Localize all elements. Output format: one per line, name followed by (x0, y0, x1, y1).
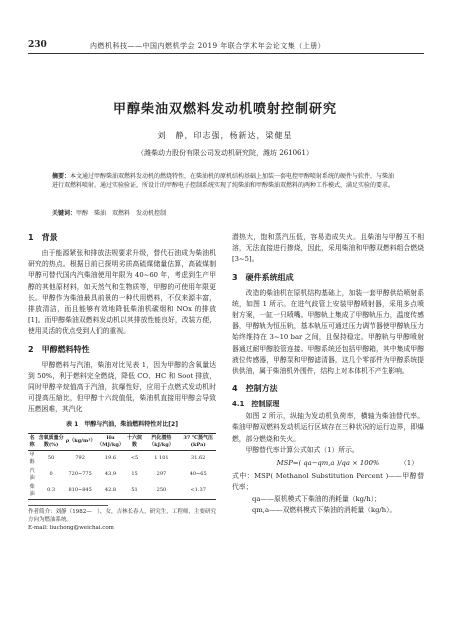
section-3-paragraph: 改造的柴油机在原机结构基础上，加装一套甲醇供给喷射系统，如图 1 所示。在进气歧管上安装甲醇喷射器，采用多点喷射方案，一缸一只喷嘴。甲醇轨上集成了甲醇轨压力，温度传感器，甲醇轨为恒压轨，基本轨压可通过压力调节器使甲醇轨压力始终维持在 3~10 bar 之间，且保持稳定。甲醇轨与甲醇喷射器通过耐甲醇胶管连接。甲醇系统还包括甲醇箱，其中集成甲醇液位传感器，甲醇泵和甲醇滤清器，这几个零部件为甲醇系统提供供油，属于柴油机外围件，结构上对本体机不产生影响。 (232, 288, 424, 376)
section-1-paragraph: 由于能源紧张和排放法规要求升级，替代石油成为柴油机研究的热点。根据日前已探明劣质高硫煤储量估算，高硫煤制甲醇可替代国内汽柴油使用年限为 40~60 年，考虑到生产甲醇的其他原材料，如天然气和生物质等，甲醇的可使用年限更长。甲醇作为柴油最具前景的一种代用燃料，不仅来源丰富，排放清洁，而且能够有效地降低柴油机碳烟和 NOx 的排放[1]。而甲醇柴油双燃料发动机以其排放性能良好，改装方便，使用灵活的优点受到人们的重视。 (28, 249, 216, 336)
subsection-heading-4-1: 4.1 控制原理 (232, 400, 280, 409)
table-cell: 250 (156, 487, 167, 494)
table-header-cell: ρ（kg/m³） (65, 438, 96, 445)
fuel-property-table (28, 433, 216, 500)
section-heading-4: 4 控制方法 (232, 384, 278, 394)
formula (232, 458, 424, 469)
journal-name: 内燃机科技——中国内燃机学会 2019 年联合学术年会论文集（上册） (90, 42, 326, 50)
table-header-cell: 含氧质量分数(%) (38, 434, 64, 448)
affiliation: （潍柴动力股份有限公司发动机研究院，潍坊 261061） (137, 149, 313, 157)
subsection-4-1-paragraph: 如图 2 所示，纵轴为发动机负荷率，横轴为柴油替代率。柴油甲醇双燃料发动机运行区域存在三种状况的运行边界，即爆燃，部分燃烧和失火。 (232, 412, 424, 443)
table-cell: 1 101 (154, 455, 169, 462)
table-cell: 汽油 (29, 467, 35, 481)
table-cell: 甲醇 (29, 451, 35, 465)
keywords (52, 208, 397, 217)
paper-title: 甲醇柴油双燃料发动机喷射控制研究 (112, 102, 337, 117)
page-number: 230 (28, 40, 47, 50)
table-row (28, 483, 216, 500)
table-row (28, 450, 216, 467)
table-cell: 43.9 (104, 471, 117, 478)
author-footnote: 作者简介：刘静（1982— ），女，吉林长春人，研究生，工程师，主要研究方向为燃油系统。 (28, 508, 216, 523)
table-cell: 柴油 (29, 483, 35, 497)
section-2-paragraph: 甲醇燃料与汽油，柴油对比见表 1，因为甲醇的含氧量达到 50%，利于燃料完全燃烧，降低 CO、HC 和 Soot 排放，同时甲醇辛烷值高于汽油，抗爆性好，应用于点燃式发动机时可提高压缩比，但甲醇十六烷值低，柴油机直接用甲醇会导致压燃困难，其汽化 (28, 360, 216, 414)
formula-definition: 式中：MSP( Methanol Substitution Percent )——甲醇替代率； (232, 472, 424, 492)
table-cell: 19.6 (104, 455, 117, 462)
table-cell: 792 (75, 455, 85, 462)
keywords-label: 关键词： (52, 210, 77, 217)
table-cell: 810~845 (68, 487, 92, 494)
author-email: E-mail: liuchong@weichai.com (28, 524, 114, 531)
table-cell: 50 (47, 455, 55, 462)
table-cell: 42.8 (104, 487, 117, 494)
variable-definition: qm,a——双燃料模式下柴油的消耗量（kg/h）。 (252, 505, 397, 514)
table-cell: <5 (130, 455, 139, 462)
section-heading-1: 1 背景 (28, 233, 58, 242)
table-cell: <1.37 (190, 487, 206, 494)
continued-paragraph: 潜热大，饱和蒸汽压低，容易造成失火。且柴油与甲醇互不相溶，无法直接进行掺烧，因此，采用柴油和甲醇双燃料组合燃烧[3~5]。 (232, 233, 424, 264)
section-heading-2: 2 甲醇燃料特性 (28, 344, 90, 354)
table-cell: 720~775 (68, 471, 92, 478)
running-header (28, 40, 424, 54)
header-rule (28, 53, 424, 54)
table-row (28, 467, 216, 483)
right-column (232, 226, 424, 516)
table-cell: 297 (156, 471, 167, 478)
table-header-cell: 名称 (29, 434, 35, 448)
table-header-cell: 汽化潜热（kJ/kg） (149, 434, 174, 448)
abstract-text: 本文通过甲醇柴油双燃料发动机的燃烧特性，在柴油机的原机结构基础上加装一套电控甲醇喷射系统的硬件与软件，与柴油进行双燃料喷射。通过实验验证，所设计的甲醇电子控制系统实现了纯柴油和甲醇柴油双燃料的两种工作模式，满足实验的要求。 (52, 173, 395, 189)
formula-intro: 甲醇替代率计算公式如式（1）所示。 (245, 445, 359, 454)
table-caption: 表 1 甲醇与汽油，柴油燃料特性对比[2] (66, 420, 178, 428)
table-cell: 40~65 (189, 471, 207, 478)
section-heading-3: 3 硬件系统组成 (232, 272, 294, 282)
author-list: 刘 静，印志强，杨新达，梁健星 (157, 131, 293, 140)
table-cell: 31.62 (191, 455, 206, 462)
table-cell: 51 (131, 487, 138, 494)
table-header-cell: 37 ℃蒸气压(kPa) (183, 434, 214, 448)
table-header-cell: Hu（MJ/kg） (97, 434, 124, 448)
formula-expression: MSP=( qa−qm,a )/qa × 100% (276, 459, 380, 468)
table-header-cell: 十六烷数 (127, 434, 143, 448)
keywords-text: 甲醇 柴油 双燃料 发动机控制 (76, 210, 167, 217)
abstract (52, 172, 397, 190)
abstract-label: 摘要： (52, 173, 71, 180)
table-cell: 0.3 (47, 487, 56, 494)
formula-number: （1） (400, 459, 418, 468)
table-cell: 15 (131, 471, 138, 478)
table-cell: 0 (49, 471, 53, 478)
left-column (28, 226, 216, 532)
variable-definition: qa——原机模式下柴油的消耗量（kg/h）； (252, 494, 381, 503)
